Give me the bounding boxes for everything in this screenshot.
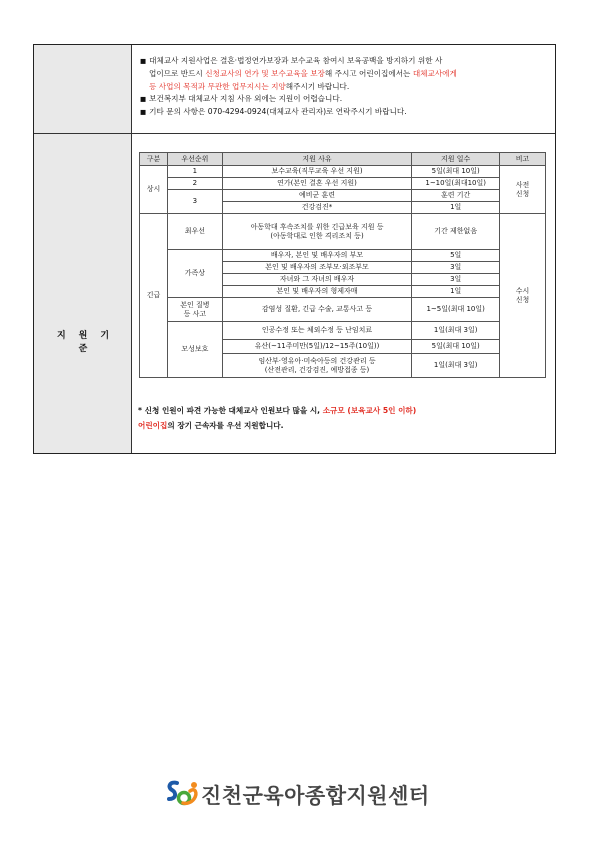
header-remark: 비고 (500, 153, 546, 166)
reason-cell: 연가(본인 결혼 우선 지원) (222, 178, 412, 190)
notice-line-2: ■ 보건복지부 대체교사 지침 사유 외에는 지원이 어렵습니다. (140, 94, 343, 104)
table-row (140, 190, 546, 202)
header-category: 구분 (140, 153, 168, 166)
reason-cell: 배우자, 본인 및 배우자의 부모 (222, 250, 412, 262)
table-row (140, 322, 546, 340)
priority-cell: 2 (167, 178, 222, 190)
header-priority: 우선순위 (167, 153, 222, 166)
reason-cell: 유산(~11주미만(5일)/12~15주(10일)) (222, 340, 412, 354)
table-header-row (140, 153, 546, 166)
reason-cell: 예비군 훈련 (222, 190, 412, 202)
days-cell: 3일 (412, 262, 500, 274)
reason-cell: 본인 및 배우자의 조부모·외조부모 (222, 262, 412, 274)
reason-cell: 본인 및 배우자의 형제자매 (222, 286, 412, 298)
table-row (140, 178, 546, 190)
days-cell: 5일(최대 10일) (412, 340, 500, 354)
reason-cell: 임산부·영유아·미숙아등의 건강관리 등 (산전관리, 건강검진, 예방접종 등) (222, 354, 412, 378)
group-cell: 모성보호 (167, 322, 222, 378)
group-cell: 본인 질병 등 사고 (167, 298, 222, 322)
reason-cell: 아동학대 후속조치를 위한 긴급보육 지원 등 (아동학대로 인한 격리조치 등) (222, 214, 412, 250)
notice-line-1: ■ 대체교사 지원사업은 결혼·법정연가보장과 보수교육 참여시 보육공백을 방지하기 위한 사 (140, 56, 443, 65)
center-logo (164, 777, 444, 809)
notice-line-1c: 등 사업의 목적과 무관한 업무지시는 지양해주시기 바랍니다. (149, 81, 350, 91)
category-cell: 상시 (140, 166, 168, 214)
days-cell: 1~10일(최대10일) (412, 178, 500, 190)
remark-cell: 사전 신청 (500, 166, 546, 214)
days-cell: 1일(최대 3일) (412, 354, 500, 378)
table-row (140, 250, 546, 262)
reason-cell: 보수교육(직무교육 우선 지원) (222, 166, 412, 178)
left-header-column (34, 45, 132, 453)
logo-text: 진천군육아종합지원센터 (201, 784, 430, 808)
group-cell: 가족상 (167, 250, 222, 298)
support-table (139, 152, 546, 378)
reason-cell: 감염성 질환, 긴급 수술, 교통사고 등 (222, 298, 412, 322)
remark-cell: 수시 신청 (500, 214, 546, 378)
notice-line-3: ■ 기타 문의 사항은 070-4294-0924(대체교사 관리자)로 연락주시기 바랍니다. (140, 107, 407, 117)
reason-cell: 건강검진* (222, 202, 412, 214)
group-cell: 최우선 (167, 214, 222, 250)
table-row (140, 298, 546, 322)
days-cell: 5일 (412, 250, 500, 262)
reason-cell: 자녀와 그 자녀의 배우자 (222, 274, 412, 286)
support-criteria-label: 지원기준 (56, 331, 123, 354)
days-cell: 1~5일(최대 10일) (412, 298, 500, 322)
days-cell: 3일 (412, 274, 500, 286)
notice-section (132, 45, 555, 133)
row-divider (34, 133, 555, 134)
days-cell: 훈련 기간 (412, 190, 500, 202)
days-cell: 5일(최대 10일) (412, 166, 500, 178)
reason-cell: 인공수정 또는 체외수정 등 난임치료 (222, 322, 412, 340)
table-row (140, 214, 546, 250)
priority-cell: 3 (167, 190, 222, 214)
table-row (140, 166, 546, 178)
days-cell: 1일 (412, 286, 500, 298)
notice-line-1b: 업이므로 반드시 신청교사의 연가 및 보수교육을 보장해 주시고 어린이집에서는 대체교사에게 (149, 68, 457, 78)
days-cell: 1일(최대 3일) (412, 322, 500, 340)
days-cell: 1일 (412, 202, 500, 214)
priority-cell: 1 (167, 166, 222, 178)
header-reason: 지원 사유 (222, 153, 412, 166)
logo-mark-icon (164, 777, 200, 809)
header-days: 지원 일수 (412, 153, 500, 166)
days-cell: 기간 제한없음 (412, 214, 500, 250)
footnote: * 신청 인원이 파견 가능한 대체교사 인원보다 많을 시, 소규모 (보육교사 5인 이하) 어린이집의 장기 근속자를 우선 지원합니다. (138, 406, 417, 430)
category-cell: 긴급 (140, 214, 168, 378)
